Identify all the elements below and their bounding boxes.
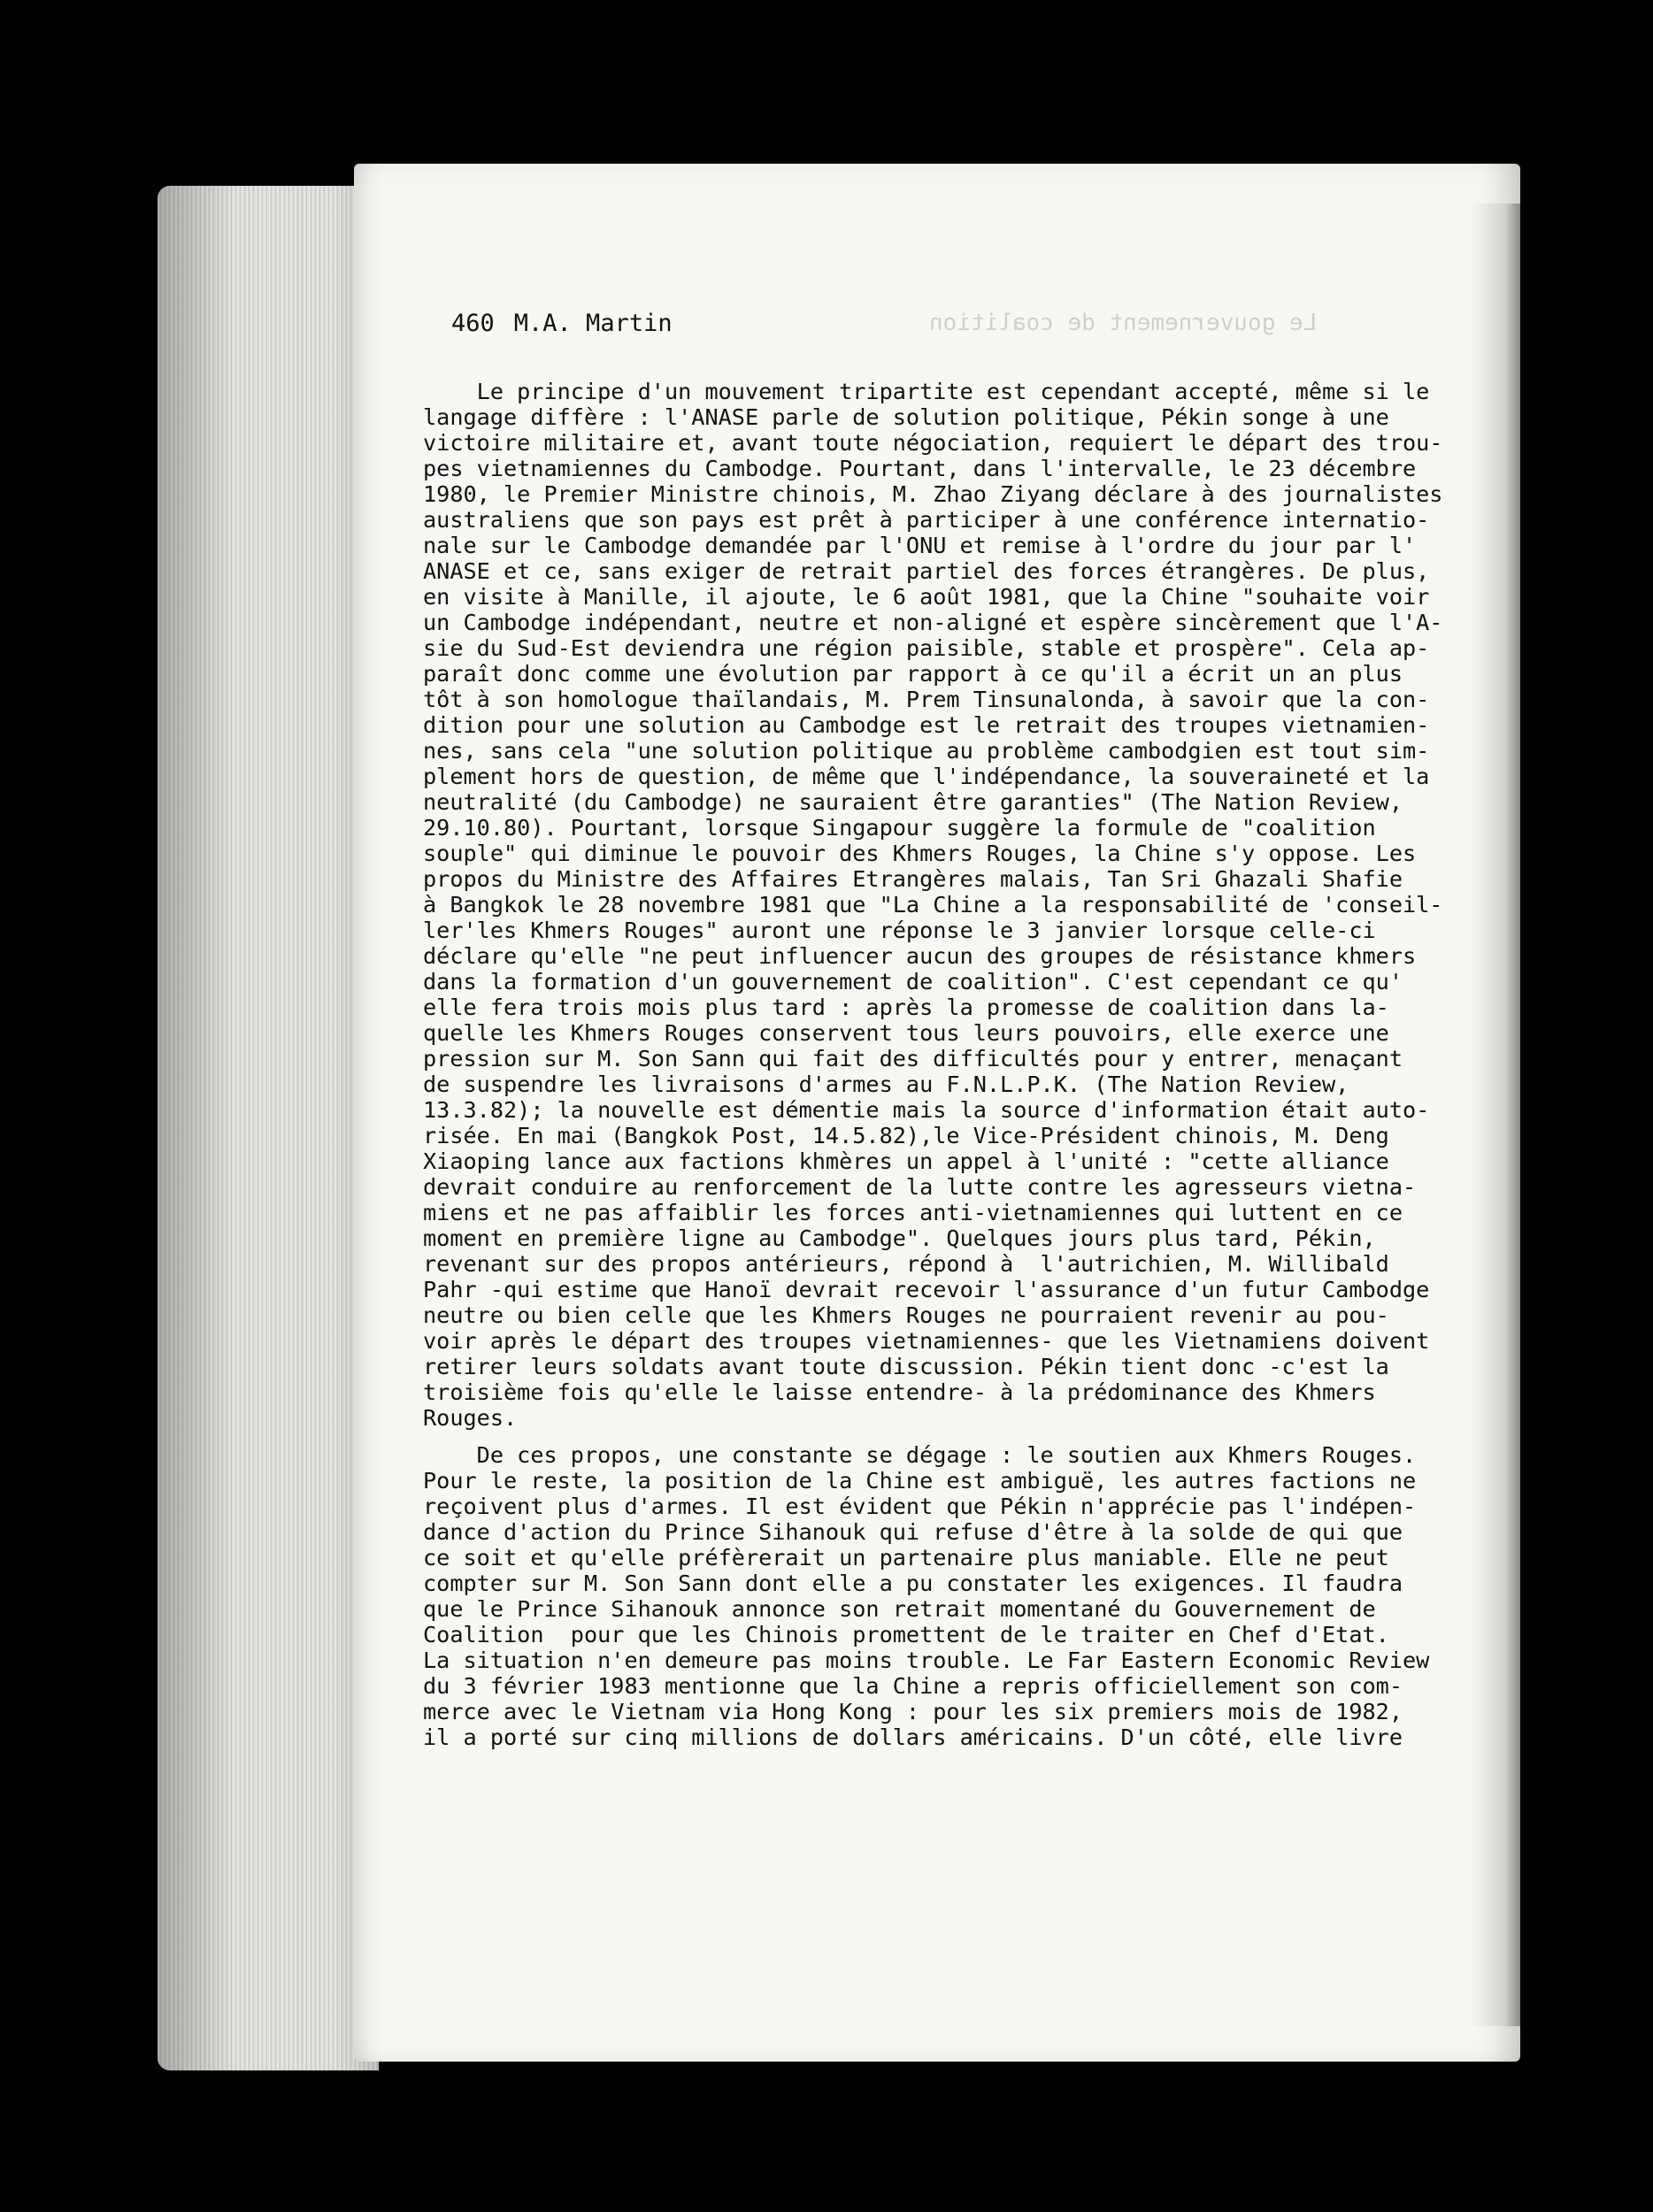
text-line: dance d'action du Prince Sihanouk qui refuse d'être à la solde de qui que <box>423 1519 1403 1545</box>
text-line: souple" qui diminue le pouvoir des Khmers Rouges, la Chine s'y oppose. Les <box>423 841 1417 866</box>
text-line: De ces propos, une constante se dégage : le soutien aux Khmers Rouges. <box>423 1442 1417 1468</box>
text-line: tôt à son homologue thaïlandais, M. Prem Tinsunalonda, à savoir que la con- <box>423 687 1430 712</box>
text-line: neutralité (du Cambodge) ne sauraient être garanties" (The Nation Review, <box>423 789 1403 815</box>
text-line: propos du Ministre des Affaires Etrangères malais, Tan Sri Ghazali Shafie <box>423 866 1403 892</box>
text-line: voir après le départ des troupes vietnamiennes- que les Vietnamiens doivent <box>423 1328 1430 1354</box>
text-line: Pahr -qui estime que Hanoï devrait recevoir l'assurance d'un futur Cambodge <box>423 1277 1430 1302</box>
bleed-through-header: Le gouvernement de coalition <box>929 310 1318 336</box>
text-line: dans la formation d'un gouvernement de coalition". C'est cependant ce qu' <box>423 969 1403 995</box>
text-line: 13.3.82); la nouvelle est démentie mais la source d'information était auto- <box>423 1097 1430 1123</box>
text-line: ler'les Khmers Rouges" auront une réponse le 3 janvier lorsque celle-ci <box>423 918 1376 943</box>
paragraph <box>423 379 1503 1431</box>
text-line: ANASE et ce, sans exiger de retrait partiel des forces étrangères. De plus, <box>423 558 1430 584</box>
text-line: La situation n'en demeure pas moins trouble. Le Far Eastern Economic Review <box>423 1647 1430 1673</box>
body-text <box>423 379 1503 1750</box>
text-line: plement hors de question, de même que l'indépendance, la souveraineté et la <box>423 764 1430 789</box>
text-line: Pour le reste, la position de la Chine est ambiguë, les autres factions ne <box>423 1468 1417 1494</box>
page-number: 460 <box>451 310 495 337</box>
paragraph <box>423 1442 1503 1750</box>
text-line: du 3 février 1983 mentionne que la Chine a repris officiellement son com- <box>423 1673 1403 1699</box>
text-line: un Cambodge indépendant, neutre et non-aligné et espère sincèrement que l'A- <box>423 610 1443 635</box>
text-line: paraît donc comme une évolution par rapport à ce qu'il a écrit un an plus <box>423 661 1403 687</box>
text-line: victoire militaire et, avant toute négociation, requiert le départ des trou- <box>423 430 1443 456</box>
text-line: elle fera trois mois plus tard : après la promesse de coalition dans la- <box>423 995 1389 1020</box>
text-line: retirer leurs soldats avant toute discussion. Pékin tient donc -c'est la <box>423 1354 1389 1379</box>
text-line: pes vietnamiennes du Cambodge. Pourtant, dans l'intervalle, le 23 décembre <box>423 456 1417 481</box>
text-line: 29.10.80). Pourtant, lorsque Singapour suggère la formule de "coalition <box>423 815 1376 841</box>
text-line: pression sur M. Son Sann qui fait des difficultés pour y entrer, menaçant <box>423 1046 1403 1071</box>
text-line: nale sur le Cambodge demandée par l'ONU et remise à l'ordre du jour par l' <box>423 533 1417 558</box>
text-line: nes, sans cela "une solution politique au problème cambodgien est tout sim- <box>423 738 1430 764</box>
text-line: reçoivent plus d'armes. Il est évident que Pékin n'apprécie pas l'indépen- <box>423 1494 1417 1519</box>
text-line: Xiaoping lance aux factions khmères un appel à l'unité : "cette alliance <box>423 1148 1389 1174</box>
text-line: troisième fois qu'elle le laisse entendre- à la prédominance des Khmers <box>423 1379 1376 1405</box>
text-line: que le Prince Sihanouk annonce son retrait momentané du Gouvernement de <box>423 1596 1376 1622</box>
text-line: compter sur M. Son Sann dont elle a pu constater les exigences. Il faudra <box>423 1571 1403 1596</box>
text-line: ce soit et qu'elle préfèrerait un partenaire plus maniable. Elle ne peut <box>423 1545 1389 1571</box>
text-line: neutre ou bien celle que les Khmers Rouges ne pourraient revenir au pou- <box>423 1302 1389 1328</box>
text-line: quelle les Khmers Rouges conservent tous leurs pouvoirs, elle exerce une <box>423 1020 1389 1046</box>
text-line: merce avec le Vietnam via Hong Kong : pour les six premiers mois de 1982, <box>423 1699 1403 1724</box>
running-header <box>451 310 673 337</box>
text-line: dition pour une solution au Cambodge est le retrait des troupes vietnamien- <box>423 712 1430 738</box>
text-line: à Bangkok le 28 novembre 1981 que "La Chine a la responsabilité de 'conseil- <box>423 892 1443 918</box>
text-line: 1980, le Premier Ministre chinois, M. Zhao Ziyang déclare à des journalistes <box>423 481 1443 507</box>
text-line: Le principe d'un mouvement tripartite est cependant accepté, même si le <box>423 379 1430 404</box>
text-line: risée. En mai (Bangkok Post, 14.5.82),le Vice-Président chinois, M. Deng <box>423 1123 1389 1148</box>
text-line: il a porté sur cinq millions de dollars américains. D'un côté, elle livre <box>423 1724 1403 1750</box>
text-line: langage diffère : l'ANASE parle de solution politique, Pékin songe à une <box>423 404 1389 430</box>
text-line: en visite à Manille, il ajoute, le 6 août 1981, que la Chine "souhaite voir <box>423 584 1430 610</box>
author-name: M.A. Martin <box>513 310 673 337</box>
text-line: miens et ne pas affaiblir les forces anti-vietnamiennes qui luttent en ce <box>423 1200 1403 1225</box>
text-line: revenant sur des propos antérieurs, répond à l'autrichien, M. Willibald <box>423 1251 1389 1277</box>
text-line: devrait conduire au renforcement de la lutte contre les agresseurs vietna- <box>423 1174 1417 1200</box>
text-line: déclare qu'elle "ne peut influencer aucun des groupes de résistance khmers <box>423 943 1417 969</box>
text-line: de suspendre les livraisons d'armes au F.N.L.P.K. (The Nation Review, <box>423 1071 1349 1097</box>
book-edge-shadow <box>158 186 379 2070</box>
text-line: Coalition pour que les Chinois promettent de le traiter en Chef d'Etat. <box>423 1622 1389 1647</box>
text-line: moment en première ligne au Cambodge". Quelques jours plus tard, Pékin, <box>423 1225 1376 1251</box>
text-line: australiens que son pays est prêt à participer à une conférence internatio- <box>423 507 1430 533</box>
text-line: sie du Sud-Est deviendra une région paisible, stable et prospère". Cela ap- <box>423 635 1430 661</box>
text-line: Rouges. <box>423 1405 518 1431</box>
paragraph-gap <box>423 1431 1503 1442</box>
